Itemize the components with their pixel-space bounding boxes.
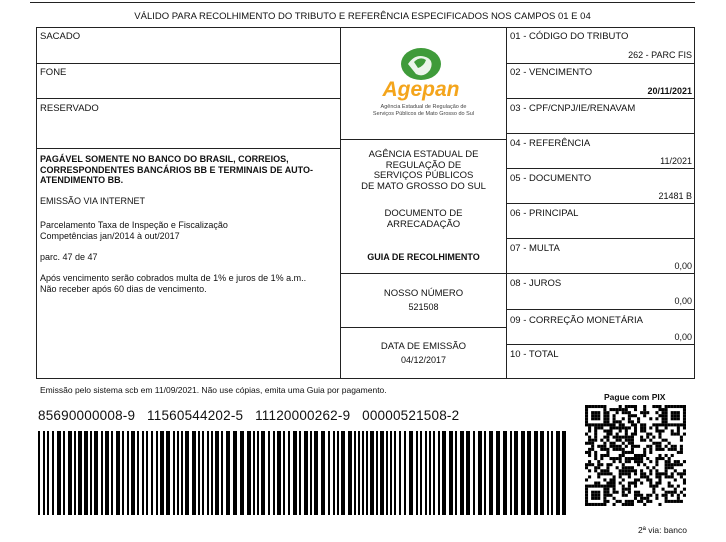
prazo-info-text: Não receber após 60 dias de vencimento. <box>40 284 207 294</box>
logo-sub2: Serviços Públicos de Mato Grosso do Sul <box>372 111 475 117</box>
agency-name <box>341 150 506 192</box>
digitable-line: 85690000008-9 11560544202-5 11120000262-9 00000521508-2 <box>38 408 460 423</box>
competencias-text: Competências jan/2014 à out/2017 <box>40 231 180 241</box>
right-line-5 <box>506 203 694 204</box>
f07-label: 07 - MULTA <box>510 243 560 254</box>
frame-right <box>694 27 695 379</box>
guia-title: GUIA DE RECOLHIMENTO <box>367 252 480 262</box>
f07-value: 0,00 <box>674 261 692 271</box>
f01-value: 262 - PARC FIS <box>628 50 692 60</box>
left-row-line-1 <box>36 63 340 64</box>
f10-label: 10 - TOTAL <box>510 349 559 360</box>
f02-label: 02 - VENCIMENTO <box>510 67 593 78</box>
fone-label: FONE <box>40 67 67 78</box>
agency-line-3: SERVIÇOS PÚBLICOS <box>373 170 474 181</box>
frame-top <box>36 27 695 28</box>
mid-line-2 <box>340 273 506 274</box>
right-line-3 <box>506 133 694 134</box>
f03-label: 03 - CPF/CNPJ/IE/RENAVAM <box>510 103 636 114</box>
doc-line-2: ARRECADAÇÃO <box>386 218 461 230</box>
right-line-4 <box>506 168 694 169</box>
right-line-6 <box>506 238 694 239</box>
multa-info-text: Após vencimento serão cobrados multa de 1% e juros de 1% a.m.. <box>40 273 307 283</box>
right-line-7 <box>506 273 694 274</box>
left-row-line-2 <box>36 98 340 99</box>
f08-value: 0,00 <box>674 296 692 306</box>
sacado-label: SACADO <box>40 31 81 42</box>
f05-label: 05 - DOCUMENTO <box>510 173 592 184</box>
doc-arrecadacao <box>341 209 506 230</box>
frame-bottom <box>36 378 695 379</box>
f05-value: 21481 B <box>658 191 692 201</box>
agency-line-2: REGULAÇÃO DE <box>385 159 462 171</box>
top-border <box>30 2 695 3</box>
reservado-label: RESERVADO <box>40 103 99 114</box>
f02-value: 20/11/2021 <box>647 86 692 96</box>
f04-label: 04 - REFERÊNCIA <box>510 138 591 149</box>
agepan-logo <box>366 42 476 112</box>
agency-line-4: DE MATO GROSSO DO SUL <box>361 180 486 192</box>
pix-qrcode <box>585 405 686 506</box>
pagavel-text: PAGÁVEL SOMENTE NO BANCO DO BRASIL, CORREIOS, CORRESPONDENTES BANCÁRIOS BB E TERMINAIS DE AUTO-ATENDIMENTO BB. <box>40 154 314 185</box>
data-emissao-value: 04/12/2017 <box>400 355 447 365</box>
header-title: VÁLIDO PARA RECOLHIMENTO DO TRIBUTO E REFERÊNCIA ESPECIFICADOS NOS CAMPOS 01 E 04 <box>134 11 591 22</box>
logo-text: Agepan <box>382 78 460 101</box>
frame-left <box>36 27 37 379</box>
data-emissao-label: DATA DE EMISSÃO <box>380 341 467 352</box>
left-row-line-3 <box>36 148 340 149</box>
f04-value: 11/2021 <box>660 156 692 166</box>
mid-line-3 <box>340 327 506 328</box>
f09-label: 09 - CORREÇÃO MONETÁRIA <box>510 315 644 326</box>
right-line-8 <box>506 309 694 310</box>
right-line-2 <box>506 98 694 99</box>
f08-label: 08 - JUROS <box>510 278 562 289</box>
nosso-numero-value: 521508 <box>408 302 439 312</box>
right-line-9 <box>506 344 694 345</box>
parc-text: parc. 47 de 47 <box>40 252 98 262</box>
agepan-logo-icon <box>366 42 476 112</box>
emissao-via-text: EMISSÃO VIA INTERNET <box>40 196 146 206</box>
doc-line-1: DOCUMENTO DE <box>384 208 463 219</box>
f09-value: 0,00 <box>674 332 692 342</box>
f06-label: 06 - PRINCIPAL <box>510 208 579 219</box>
mid-line-1 <box>340 139 506 140</box>
logo-sub1: Agência Estadual de Regulação de <box>380 104 467 110</box>
emissao-sistema-text: Emissão pelo sistema scb em 11/09/2021. Não use cópias, emita uma Guia por pagamento. <box>40 385 387 395</box>
right-line-1 <box>506 63 694 64</box>
barcode <box>38 431 570 515</box>
pix-label: Pague com PIX <box>604 392 666 402</box>
parcelamento-text: Parcelamento Taxa de Inspeção e Fiscalização <box>40 220 228 230</box>
agency-line-1: AGÊNCIA ESTADUAL DE <box>368 149 479 160</box>
f01-label: 01 - CÓDIGO DO TRIBUTO <box>510 31 629 42</box>
via-text: 2ª via: banco <box>638 525 687 535</box>
nosso-numero-label: NOSSO NÚMERO <box>383 288 464 299</box>
